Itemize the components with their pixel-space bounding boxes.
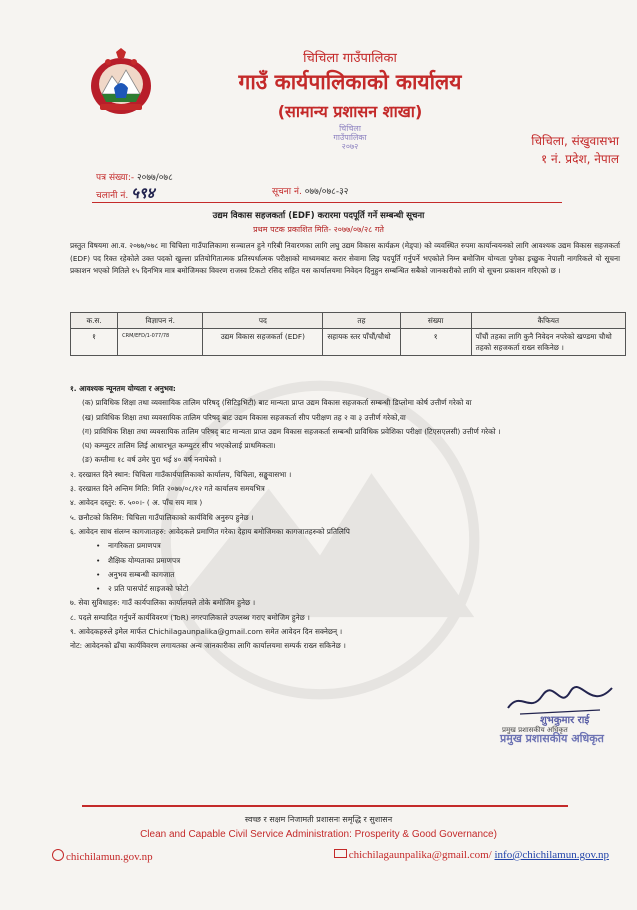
notice-intro: प्रस्तुत विषयमा आ.व. २०७७/०७८ मा चिचिला गाउँपालिकामा सञ्चालन हुने गरिबी निवारणका लागि लघु उद्यम विकास कार्यक्रम (मेड्पा) को व्यवस्थित रुपमा कार्यान्वयनको लागि आवश्यक उद्यम विकास सहजकर्ता (EDF) पद रिक्त रहेकोले उक्त पदको खुल्ला प्रतियोगितात्मक प्रतिस्पर्धात्मक परीक्षाको माध्यमबाट करार सेवामा लिइ पदपूर्ति गर्नुपर्ने भएकोले निम्न बमोजिम योग्यता पुगेका इच्छुक नेपाली नागरिकले यो सूचना प्रकाशन भएको मितिले १५ दिनभित्र मात्र बमोजिमका विवरण राजस्व टिकटो रसिद सहित यस कार्यालयमा निवेदन दिनुहुन सम्बन्धित सबैको जानकारीको लागि यो सूचना प्रकाशन गरिएको छ । xyxy=(70,241,620,275)
letter-number: पत्र संख्या:- २०७७/०७८ xyxy=(96,173,173,183)
office-heading xyxy=(150,48,550,151)
footer-divider xyxy=(82,805,568,807)
list-item: (ख) प्राविधिक शिक्षा तथा व्यवसायिक तालिम परिषद् बाट उद्यम विकास सहजकर्ता सीप परीक्षण तह २ वा ३ उत्तीर्ण गरेको,वा xyxy=(82,412,406,422)
list-item: (क) प्राविधिक शिक्षा तथा व्यवसायिक तालिम परिषद् (सिटिइभिटी) बाट मान्यता प्राप्त उद्यम विकास सहजकर्ता सम्बन्धी डिप्लोमा कोर्ष उत्तीर्ण गरेको वा xyxy=(82,398,472,408)
office-stamp: चिचिला गाउँपालिका २०७२ xyxy=(333,124,367,151)
municipality-name: चिचिला गाउँपालिका xyxy=(303,51,397,66)
signatory-title: प्रमुख प्रशासकीय अधिकृत xyxy=(502,726,568,734)
list-item: ८. पदले सम्पादित गर्नुपर्ने कार्यविवरण (ToR) नगरपालिकाले उपलब्ध गराए बमोजिम हुनेछ । xyxy=(70,612,310,622)
email-link[interactable]: chichilagaunpalika@gmail.com/ xyxy=(348,849,492,861)
globe-icon xyxy=(52,849,64,861)
col-count: संख्या xyxy=(400,313,471,329)
list-item: ५. छनौटको किसिम: चिचिला गाउँपालिकाको कार्यविधि अनुरुप हुनेछ । xyxy=(70,512,254,522)
list-item: • शैक्षिक योग्यताका प्रमाणपत्र xyxy=(70,554,625,568)
dispatch-number: चलानी नं. ५९४ xyxy=(96,184,155,202)
list-item: ६. आवेदन साथ संलग्न कागजातहरु: आवेदकले प्रमाणित गरेका देहाय बमोजिमका कागजातहरुको प्रतिलिपि xyxy=(70,526,350,536)
office-address: चिचिला, संखुवासभा १ नं. प्रदेश, नेपाल xyxy=(531,134,619,166)
mail-icon xyxy=(334,849,347,858)
notice-number: सूचना नं. ०७७/०७८-३२ xyxy=(272,187,349,197)
signatory-stamp: प्रमुख प्रशासकीय अधिकृत xyxy=(500,732,604,745)
website-link[interactable]: chichilamun.gov.np xyxy=(52,849,153,863)
list-item: • २ प्रति पासपोर्ट साइजको फोटो xyxy=(70,582,625,596)
list-item: • नागरिकता प्रमाणपत्र xyxy=(70,539,625,553)
table-header-row xyxy=(71,313,626,329)
list-item: • अनुभव सम्बन्धी कागजात xyxy=(70,568,625,582)
list-item: नोट: आवेदनको ढाँचा कार्यविवरण लगायतका अन्य जानकारीका लागि कार्यालयमा सम्पर्क राख्न सकिनेछ । xyxy=(70,641,346,651)
nepal-emblem-icon xyxy=(88,48,154,118)
divider xyxy=(92,202,562,203)
list-item: ३. दरखास्त दिने अन्तिम मिति: मिति २०७७/०८/१२ गते कार्यालय समयभित्र xyxy=(70,484,265,494)
list-item: ४. आवेदन दस्तुर: रु. ५००।- ( अ. पाँच सय मात्र ) xyxy=(70,498,203,508)
motto-nepali: स्वच्छ र सक्षम निजामती प्रशासनः समृद्धि र सुशासन xyxy=(244,815,393,824)
list-item: ७. सेवा सुविधाहरु: गाउँ कार्यपालिका कार्यालयले तोके बमोजिम हुनेछ । xyxy=(70,598,256,608)
col-remarks: कैफियत xyxy=(471,313,625,329)
requirements-heading: १. आवश्यक न्यूनतम योग्यता र अनुभव: xyxy=(70,384,176,393)
col-post: पद xyxy=(203,313,323,329)
section-name: (सामान्य प्रशासन शाखा) xyxy=(277,102,423,121)
list-item: (घ) कम्प्युटर तालिम लिई आधारभूत कम्प्युटर सीप भएकोलाई प्राथमिकता। xyxy=(82,441,276,451)
col-ad-no: विज्ञापन नं. xyxy=(118,313,203,329)
publish-date: प्रथम पटक प्रकाशित मिति- २०७७/०७/२८ गते xyxy=(253,225,384,234)
list-item: (ग) प्राविधिक शिक्षा तथा व्यवसायिक तालिम परिषद् बाट मान्यता प्राप्त उद्यम विकास सहजकर्ता सम्बन्धी प्राविधिक प्रवेशिका परीक्षा (टिएसएलसी) उत्तीर्ण गरेको । xyxy=(82,426,501,436)
signatory-name: शुभकुमार राई xyxy=(540,715,590,726)
notice-title: उद्यम विकास सहजकर्ता (EDF) करारमा पदपूर्ति गर्ने सम्बन्धी सूचना xyxy=(212,211,425,221)
vacancy-table xyxy=(70,312,626,356)
requirements-section xyxy=(70,382,625,654)
list-item: २. दरखास्त दिने स्थान: चिचिला गाउँकार्यपालिकाको कार्यालय, चिचिला, सङ्खुवासभा । xyxy=(70,469,292,479)
list-item: ९. आवेदकहरुले इमेल मार्फत Chichilagaunpalika@gmail.com समेत आवेदन दिन सक्नेछन् । xyxy=(70,627,343,637)
email-contacts xyxy=(334,849,609,861)
table-row: १ CRM/EFD/1-077/78 उद्यम विकास सहजकर्ता (EDF) सहायक स्तर पाँचौं/चौथो १ पाँचौं तहका लागि कुनै निवेदन नपरेको खण्डमा चौथो तहको सहजकर्ता राख्न सकिनेछ । xyxy=(71,329,626,356)
motto-english: Clean and Capable Civil Service Administration: Prosperity & Good Governance) xyxy=(140,829,497,840)
office-name: गाउँ कार्यपालिकाको कार्यालय xyxy=(238,70,462,94)
signature-block xyxy=(500,680,630,746)
col-level: तह xyxy=(323,313,400,329)
col-sn: क.स. xyxy=(71,313,118,329)
info-email-link[interactable]: info@chichilamun.gov.np xyxy=(494,849,609,861)
list-item: (ङ) कम्तीमा १८ वर्ष उमेर पुरा भई ४० वर्ष ननाघेको । xyxy=(82,455,222,465)
